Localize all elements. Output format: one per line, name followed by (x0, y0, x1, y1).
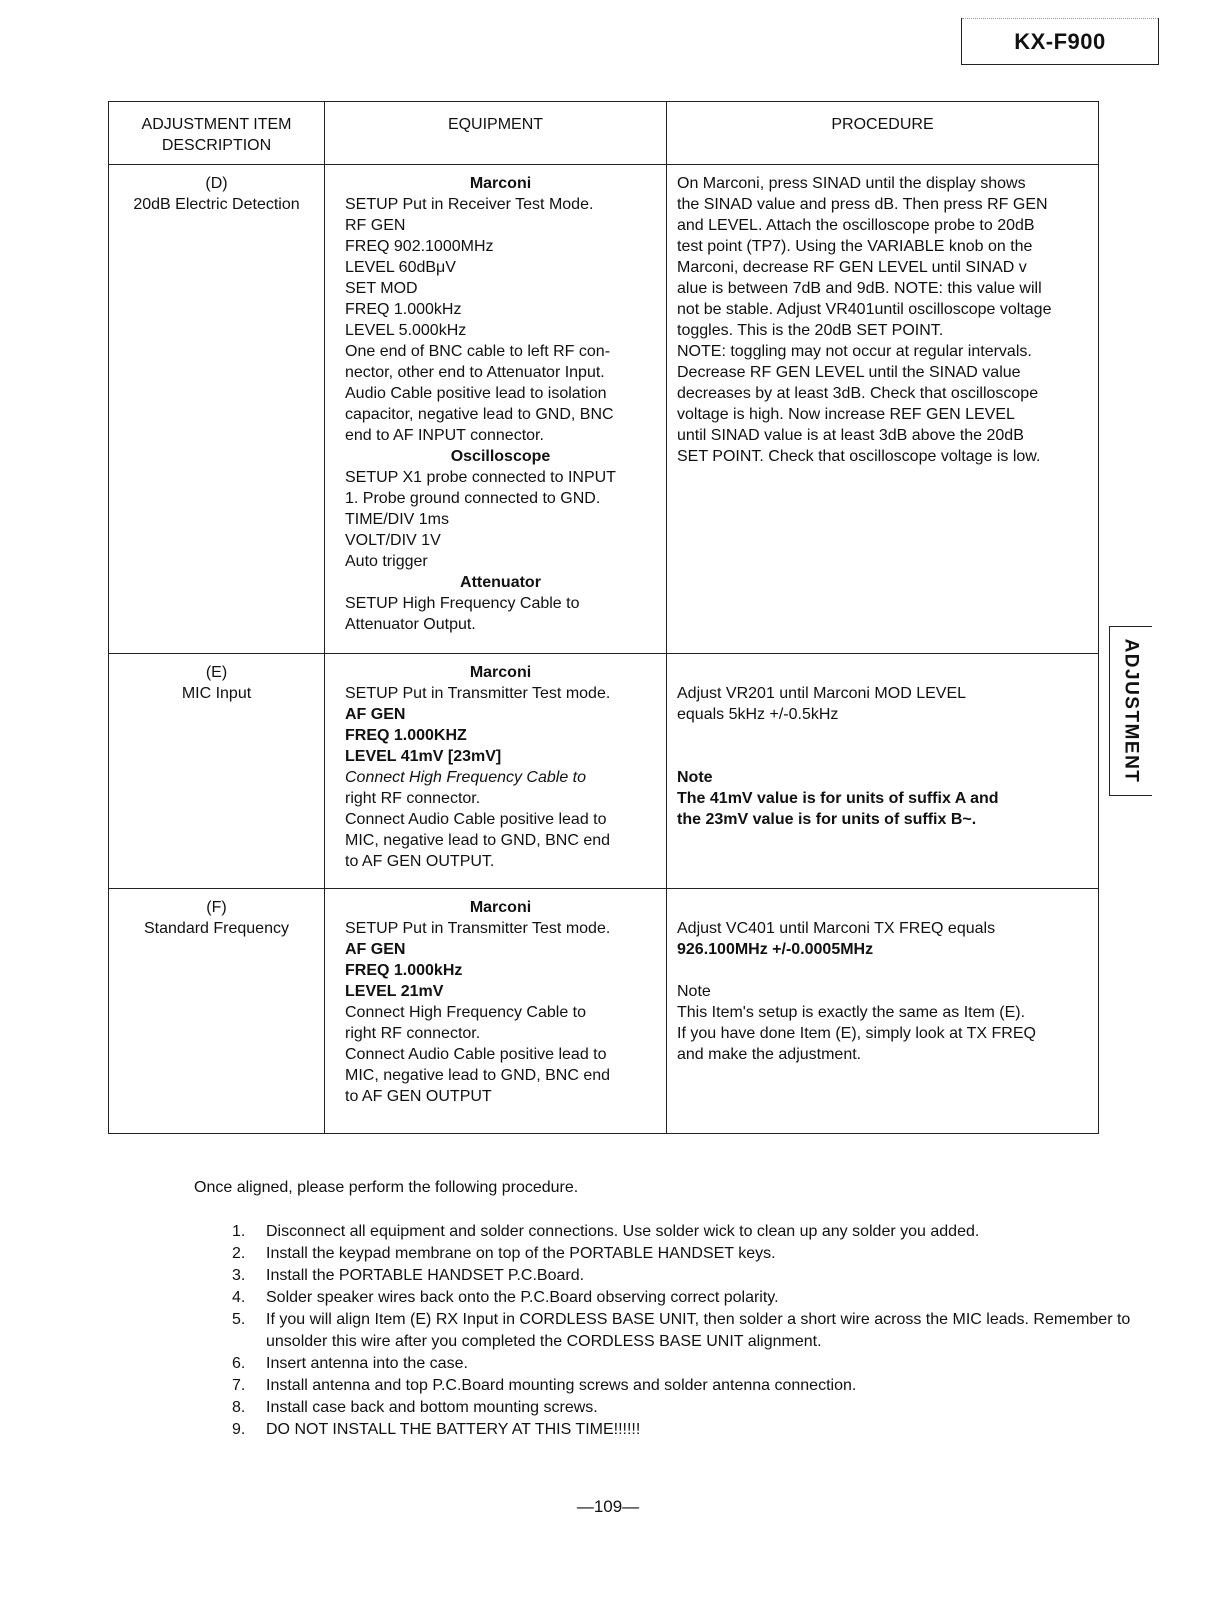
text-line: AF GEN (345, 941, 406, 958)
equipment-text (325, 654, 666, 880)
text-line: Attenuator (460, 574, 541, 591)
text-line: (F) (206, 899, 227, 916)
text-line: (D) (205, 175, 228, 192)
equipment-cell (325, 165, 667, 654)
equipment-cell (325, 889, 667, 1134)
text-line: Connect Audio Cable positive lead to (345, 811, 607, 828)
text-line: Oscilloscope (450, 448, 551, 465)
text-line: capacitor, negative lead to GND, BNC (345, 406, 614, 423)
item-cell (109, 654, 325, 889)
item-cell (109, 165, 325, 654)
text-line: test point (TP7). Using the VARIABLE knob on the (677, 238, 1033, 255)
text-line: MIC, negative lead to GND, BNC end (345, 1067, 611, 1084)
text-line: Note (677, 983, 711, 1000)
text-line: 1. Probe ground connected to GND. (345, 490, 601, 507)
text-line: toggles. This is the 20dB SET POINT. (677, 322, 944, 339)
text-line: SET POINT. Check that oscilloscope voltage is low. (677, 448, 1041, 465)
text-line: This Item's setup is exactly the same as Item (E). (677, 1004, 1026, 1021)
text-line: Adjust VC401 until Marconi TX FREQ equals (677, 920, 996, 937)
procedure-text (667, 654, 1098, 838)
text-line: SETUP Put in Transmitter Test mode. (345, 920, 611, 937)
procedure-cell (667, 165, 1099, 654)
intro-text: Once aligned, please perform the following procedure. (194, 1179, 579, 1196)
text-line: Marconi, decrease RF GEN LEVEL until SINAD v (677, 259, 1027, 276)
text-line: LEVEL 5.000kHz (345, 322, 467, 339)
text-line: Note (677, 769, 713, 786)
text-line: MIC, negative lead to GND, BNC end (345, 832, 611, 849)
item-text (109, 889, 324, 939)
equipment-text (325, 165, 666, 643)
text-line: SETUP High Frequency Cable to (345, 595, 580, 612)
list-item: 8. Install case back and bottom mounting screws. (232, 1399, 598, 1416)
list-item: 9. DO NOT INSTALL THE BATTERY AT THIS TIME!!!!!! (232, 1421, 641, 1438)
text-line: Connect High Frequency Cable to (345, 769, 587, 786)
text-line: SETUP Put in Receiver Test Mode. (345, 196, 594, 213)
text-line: alue is between 7dB and 9dB. NOTE: this value will (677, 280, 1042, 297)
list-item: 7. Install antenna and top P.C.Board mounting screws and solder antenna connection. (232, 1377, 857, 1394)
table-row (109, 889, 1099, 1134)
text-line: FREQ 1.000kHz (345, 962, 463, 979)
list-item: 4. Solder speaker wires back onto the P.C.Board observing correct polarity. (232, 1289, 779, 1306)
table-row (109, 165, 1099, 654)
text-line: to AF GEN OUTPUT. (345, 853, 495, 870)
text-line: nector, other end to Attenuator Input. (345, 364, 605, 381)
text-line: On Marconi, press SINAD until the display shows (677, 175, 1026, 192)
text-line: Standard Frequency (144, 920, 289, 937)
text-line (677, 725, 1090, 746)
text-line: Attenuator Output. (345, 616, 476, 633)
procedure-steps-list (232, 1221, 1132, 1441)
text-line: One end of BNC cable to left RF con- (345, 343, 611, 360)
text-line: Adjust VR201 until Marconi MOD LEVEL (677, 685, 967, 702)
text-line: FREQ 1.000KHZ (345, 727, 467, 744)
text-line: voltage is high. Now increase REF GEN LEVEL (677, 406, 1015, 423)
text-line: FREQ 902.1000MHz (345, 238, 494, 255)
text-line: to AF GEN OUTPUT (345, 1088, 492, 1105)
text-line: MIC Input (181, 685, 252, 702)
adjustment-table (108, 101, 1099, 1134)
text-line: LEVEL 21mV (345, 983, 444, 1000)
text-line: right RF connector. (345, 790, 481, 807)
procedure-cell (667, 654, 1099, 889)
text-line: Marconi (469, 899, 532, 916)
text-line: 926.100MHz +/-0.0005MHz (677, 941, 874, 958)
equipment-cell (325, 654, 667, 889)
text-line: SET MOD (345, 280, 418, 297)
text-line: Connect High Frequency Cable to (345, 1004, 587, 1021)
text-line: Audio Cable positive lead to isolation (345, 385, 607, 402)
text-line: SETUP X1 probe connected to INPUT (345, 469, 616, 486)
text-line (677, 746, 1090, 767)
text-line: end to AF INPUT connector. (345, 427, 544, 444)
text-line: Auto trigger (345, 553, 428, 570)
text-line: right RF connector. (345, 1025, 481, 1042)
text-line: until SINAD value is at least 3dB above the 20dB (677, 427, 1024, 444)
text-line: The 41mV value is for units of suffix A and (677, 790, 999, 807)
table-row (109, 654, 1099, 889)
model-number: KX-F900 (961, 18, 1159, 65)
list-item: 1. Disconnect all equipment and solder connections. Use solder wick to clean up any solder you added. (232, 1223, 980, 1240)
equipment-text (325, 889, 666, 1115)
text-line: not be stable. Adjust VR401until oscilloscope voltage (677, 301, 1052, 318)
list-item: 5. If you will align Item (E) RX Input in CORDLESS BASE UNIT, then solder a short wire across the MIC leads. Remember to unsolder this wire after you completed the CORDLESS BASE UNIT alignment. (232, 1311, 1131, 1350)
text-line: LEVEL 41mV [23mV] (345, 748, 502, 765)
procedure-cell (667, 889, 1099, 1134)
procedure-text (667, 165, 1098, 475)
side-tab-label: ADJUSTMENT (1120, 638, 1142, 784)
item-cell (109, 889, 325, 1134)
list-item: 3. Install the PORTABLE HANDSET P.C.Board. (232, 1267, 585, 1284)
list-item: 6. Insert antenna into the case. (232, 1355, 468, 1372)
text-line (677, 897, 1090, 918)
text-line: decreases by at least 3dB. Check that oscilloscope (677, 385, 1039, 402)
header-adjustment-item: ADJUSTMENT ITEM DESCRIPTION (109, 102, 325, 165)
text-line (677, 662, 1090, 683)
text-line: Connect Audio Cable positive lead to (345, 1046, 607, 1063)
item-text (109, 654, 324, 704)
page-number: —109— (576, 1497, 640, 1516)
header-procedure: PROCEDURE (667, 102, 1099, 165)
text-line: NOTE: toggling may not occur at regular intervals. (677, 343, 1032, 360)
text-line: Decrease RF GEN LEVEL until the SINAD value (677, 364, 1021, 381)
text-line: LEVEL 60dBμV (345, 259, 456, 276)
text-line: and make the adjustment. (677, 1046, 862, 1063)
text-line: VOLT/DIV 1V (345, 532, 441, 549)
text-line: (E) (205, 664, 228, 681)
text-line (677, 960, 1090, 981)
header-equipment: EQUIPMENT (325, 102, 667, 165)
text-line: 20dB Electric Detection (133, 196, 300, 213)
text-line: If you have done Item (E), simply look at TX FREQ (677, 1025, 1036, 1042)
list-item: 2. Install the keypad membrane on top of the PORTABLE HANDSET keys. (232, 1245, 776, 1262)
text-line: FREQ 1.000kHz (345, 301, 462, 318)
table-header-row (109, 102, 1099, 165)
text-line: Marconi (469, 175, 532, 192)
section-side-tab (1109, 626, 1152, 796)
procedure-text (667, 889, 1098, 1073)
item-text (109, 165, 324, 215)
text-line: Marconi (469, 664, 532, 681)
text-line: SETUP Put in Transmitter Test mode. (345, 685, 611, 702)
text-line: TIME/DIV 1ms (345, 511, 450, 528)
text-line: the 23mV value is for units of suffix B~. (677, 811, 977, 828)
text-line: AF GEN (345, 706, 406, 723)
text-line: and LEVEL. Attach the oscilloscope probe to 20dB (677, 217, 1035, 234)
text-line: equals 5kHz +/-0.5kHz (677, 706, 839, 723)
text-line: RF GEN (345, 217, 406, 234)
text-line: the SINAD value and press dB. Then press RF GEN (677, 196, 1048, 213)
